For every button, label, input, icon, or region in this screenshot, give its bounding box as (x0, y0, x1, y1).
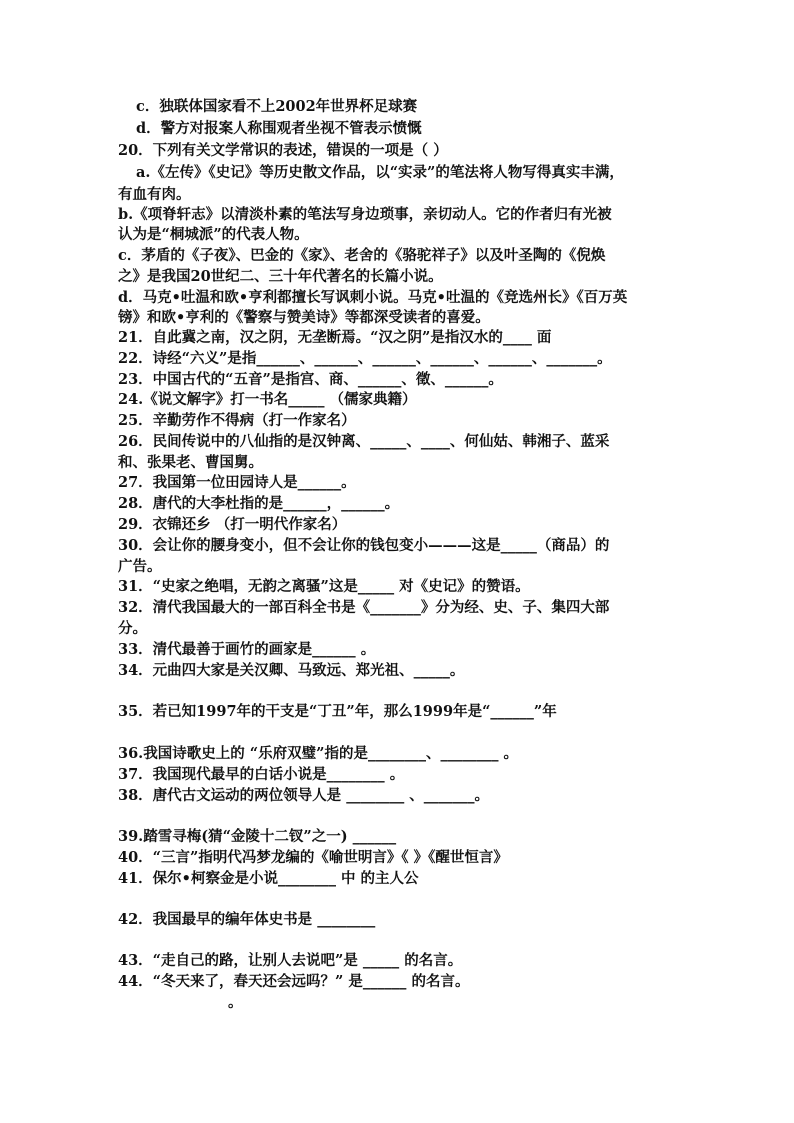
question-34: 34．元曲四大家是关汉卿、马致远、郑光祖、_____。 (118, 662, 465, 679)
question-30-cont: 广告。 (118, 558, 162, 575)
question-31: 31．“史家之绝唱，无韵之离骚”这是_____ 对《史记》的赞语。 (118, 578, 530, 595)
question-28: 28．唐代的大李杜指的是______，______。 (118, 495, 400, 512)
option-b-20-cont: 认为是“桐城派”的代表人物。 (118, 226, 309, 243)
option-c-20: c．茅盾的《子夜》、巴金的《家》、老舍的《骆驼祥子》以及叶圣陶的《倪焕 (118, 247, 606, 264)
question-30: 30．会让你的腰身变小，但不会让你的钱包变小———这是_____（商品）的 (118, 537, 610, 554)
question-26: 26．民间传说中的八仙指的是汉钟离、_____、____、何仙姑、韩湘子、蓝采 (118, 433, 610, 450)
option-b-20: b.《项脊轩志》以清淡朴素的笔法写身边琐事，亲切动人。它的作者归有光被 (118, 206, 612, 223)
question-25: 25．辛勤劳作不得病（打一作家名） (118, 412, 356, 429)
question-33: 33．清代最善于画竹的画家是______ 。 (118, 641, 376, 658)
question-39: 39.踏雪寻梅(猜“金陵十二钗”之一) ______ (118, 828, 397, 845)
question-32: 32．清代我国最大的一部百科全书是《_______》分为经、史、子、集四大部 (118, 599, 610, 616)
question-41: 41．保尔•柯察金是小说________ 中 的主人公 (118, 870, 419, 887)
question-23: 23．中国古代的“五音”是指宫、商、______、徵、______。 (118, 371, 503, 388)
question-40: 40．“三言”指明代冯梦龙编的《喻世明言》《 》《醒世恒言》 (118, 849, 508, 866)
trailing-period: 。 (228, 994, 243, 1011)
option-d-20: d．马克•吐温和欧•亨利都擅长写讽刺小说。马克•吐温的《竞选州长》《百万英 (118, 289, 628, 306)
question-32-cont: 分。 (118, 620, 147, 637)
question-36: 36.我国诗歌史上的 “乐府双璧”指的是________、________ 。 (118, 745, 519, 762)
question-44: 44．“冬天来了，春天还会远吗？” 是______ 的名言。 (118, 973, 470, 990)
question-35: 35．若已知1997年的干支是“丁丑”年，那么1999年是“______”年 (118, 703, 557, 720)
option-d-19: d．警方对报案人称围观者坐视不管表示愤慨 (136, 120, 422, 137)
question-21: 21．自此冀之南，汉之阴，无垄断焉。“汉之阴”是指汉水的____ 面 (118, 329, 552, 346)
question-38: 38．唐代古文运动的两位领导人是 ________ 、_______。 (118, 787, 490, 804)
question-27: 27．我国第一位田园诗人是______。 (118, 474, 356, 491)
question-20: 20．下列有关文学常识的表述，错误的一项是（ ） (118, 142, 448, 159)
option-c-19: c．独联体国家看不上2002年世界杯足球赛 (136, 98, 418, 115)
question-37: 37．我国现代最早的白话小说是________ 。 (118, 766, 405, 783)
option-a-20-cont: 有血有肉。 (118, 186, 191, 203)
question-42: 42．我国最早的编年体史书是 ________ (118, 911, 376, 928)
question-43: 43．“走自己的路，让别人去说吧”是 _____ 的名言。 (118, 952, 463, 969)
question-24: 24.《说文解字》打一书名_____ （儒家典籍） (118, 391, 417, 408)
question-29: 29．衣锦还乡 （打一明代作家名） (118, 516, 347, 533)
question-26-cont: 和、张果老、曹国舅。 (118, 454, 263, 471)
question-22: 22．诗经“六义”是指______、______、______、______、______、_______。 (118, 350, 612, 367)
option-c-20-cont: 之》是我国20世纪二、三十年代著名的长篇小说。 (118, 268, 443, 285)
option-a-20: a.《左传》《史记》等历史散文作品，以“实录”的笔法将人物写得真实丰满， (136, 164, 624, 181)
option-d-20-cont: 镑》和欧•亨利的《警察与赞美诗》等都深受读者的喜爱。 (118, 309, 490, 326)
